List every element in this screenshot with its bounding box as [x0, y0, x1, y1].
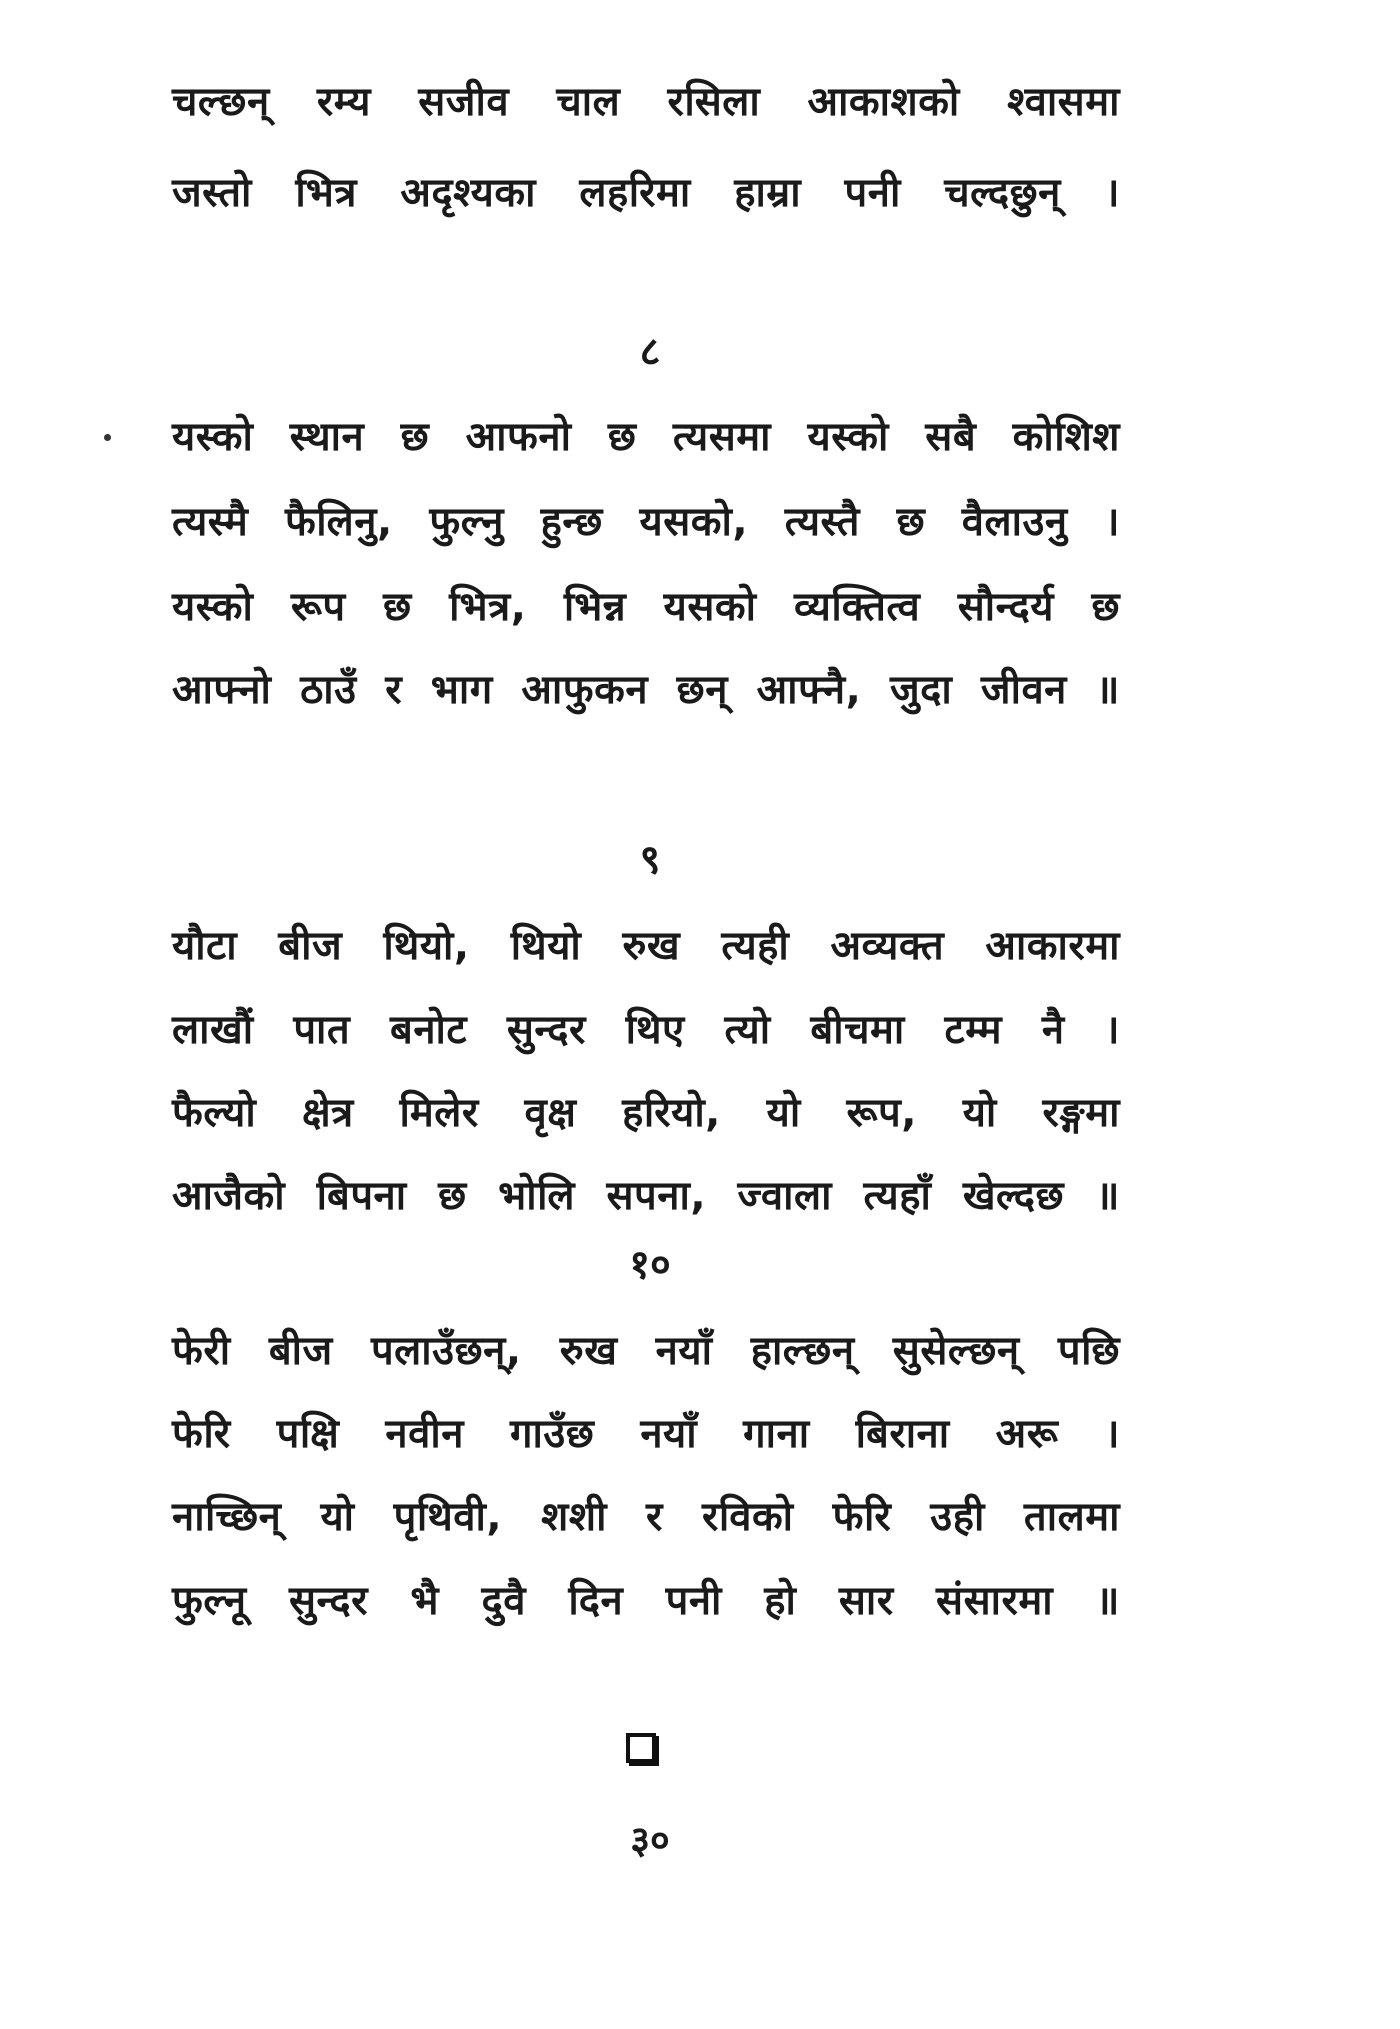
poem-line: यस्को स्थान छ आफनो छ त्यसमा यस्को सबै कोशिश	[172, 414, 1120, 460]
poem-line: फुल्नू सुन्दर भै दुवै दिन पनी हो सार संसारमा ॥	[172, 1578, 1120, 1624]
poem-line: यस्को रूप छ भित्र, भिन्न यसको व्यक्तित्व सौन्दर्य छ	[172, 584, 1120, 630]
poem-line: आफ्नो ठाउँ र भाग आफुकन छन् आफ्नै, जुदा जीवन ॥	[172, 667, 1120, 713]
poem-line: फैल्यो क्षेत्र मिलेर वृक्ष हरियो, यो रूप, यो रङ्गमा	[172, 1090, 1120, 1136]
poem-line: फेरी बीज पलाउँछन्, रुख नयाँ हाल्छन् सुसेल्छन् पछि	[172, 1328, 1120, 1374]
page-number: ३०	[630, 1818, 670, 1862]
poem-line: नाच्छिन् यो पृथिवी, शशी र रविको फेरि उही तालमा	[172, 1494, 1120, 1540]
poem-line: आजैको बिपना छ भोलि सपना, ज्वाला त्यहाँ खेल्दछ ॥	[172, 1173, 1120, 1219]
poem-line: लाखौं पात बनोट सुन्दर थिए त्यो बीचमा टम्म नै ।	[172, 1007, 1120, 1053]
stanza-number: १०	[629, 1242, 671, 1288]
poem-line: फेरि पक्षि नवीन गाउँछ नयाँ गाना बिराना अरू ।	[172, 1411, 1120, 1457]
poem-line: चल्छन् रम्य सजीव चाल रसिला आकाशको श्वासमा	[172, 79, 1120, 125]
poem-line: जस्तो भित्र अदृश्यका लहरिमा हाम्रा पनी चल्दछुन् ।	[172, 170, 1120, 216]
poem-line: यौटा बीज थियो, थियो रुख त्यही अव्यक्त आकारमा	[172, 923, 1120, 969]
stanza-number: ८	[639, 329, 661, 375]
stray-ink-dot	[104, 434, 111, 441]
section-end-square-icon	[626, 1733, 656, 1763]
poem-line: त्यस्मै फैलिनु, फुल्नु हुन्छ यसको, त्यस्तै छ वैलाउनु ।	[172, 499, 1120, 545]
stanza-number: ९	[639, 837, 661, 883]
